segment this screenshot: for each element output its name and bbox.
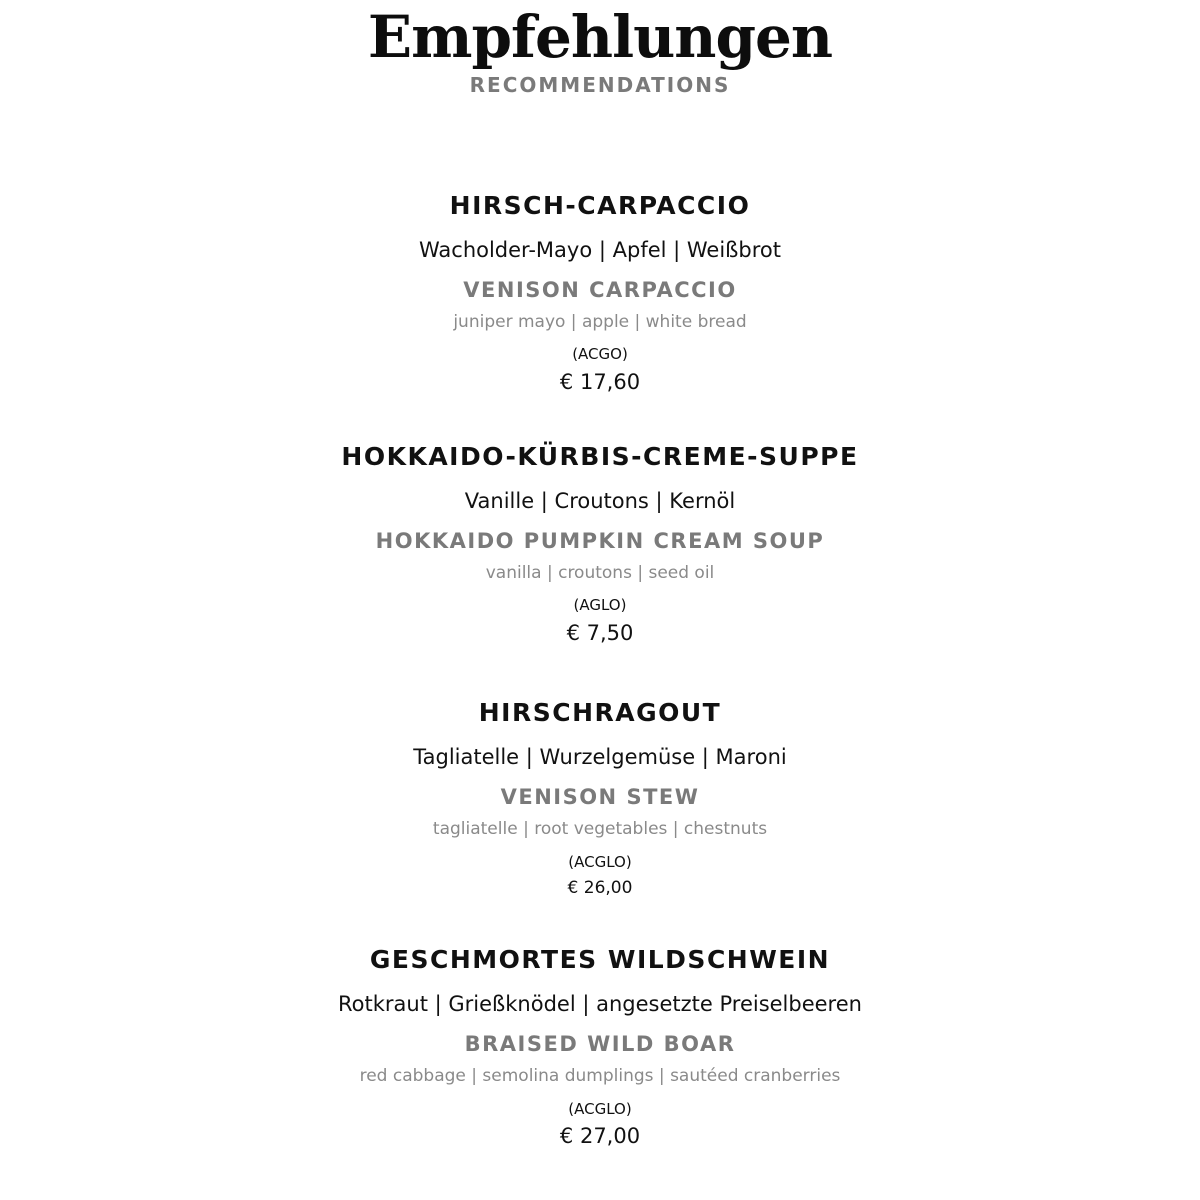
dish-description-de: Vanille | Croutons | Kernöl: [464, 489, 736, 513]
dish-description-de: Rotkraut | Grießknödel | angesetzte Preiselbeeren: [338, 992, 862, 1016]
dish-description-en: tagliatelle | root vegetables | chestnuts: [432, 819, 768, 839]
dish-description-en: red cabbage | semolina dumplings | sautéed cranberries: [359, 1066, 841, 1086]
dish-name-en: VENISON STEW: [500, 785, 700, 809]
dish-name-de: HIRSCH-CARPACCIO: [449, 191, 751, 220]
dish-allergens: (AGLO): [573, 596, 627, 614]
dish-price: € 26,00: [567, 878, 633, 898]
dish-price: € 7,50: [566, 621, 634, 645]
dish-description-de: Wacholder-Mayo | Apfel | Weißbrot: [418, 238, 781, 262]
dish-name-en: VENISON CARPACCIO: [463, 278, 737, 302]
dish-name-en: HOKKAIDO PUMPKIN CREAM SOUP: [375, 529, 825, 553]
dish-description-de: Tagliatelle | Wurzelgemüse | Maroni: [413, 745, 787, 769]
dish-allergens: (ACGLO): [568, 853, 632, 871]
dish-name-de: HIRSCHRAGOUT: [478, 698, 722, 727]
dish-name-en: BRAISED WILD BOAR: [464, 1032, 736, 1056]
page-subtitle: RECOMMENDATIONS: [469, 73, 731, 97]
dish-price: € 27,00: [559, 1124, 641, 1148]
dish-allergens: (ACGO): [572, 345, 628, 363]
dish-name-de: HOKKAIDO-KÜRBIS-CREME-SUPPE: [341, 442, 859, 471]
page-title: Empfehlungen: [367, 3, 833, 71]
dish-allergens: (ACGLO): [568, 1100, 632, 1118]
dish-name-de: GESCHMORTES WILDSCHWEIN: [369, 945, 831, 974]
dish-description-en: juniper mayo | apple | white bread: [453, 312, 747, 332]
dish-price: € 17,60: [559, 370, 641, 394]
dish-description-en: vanilla | croutons | seed oil: [485, 563, 715, 583]
